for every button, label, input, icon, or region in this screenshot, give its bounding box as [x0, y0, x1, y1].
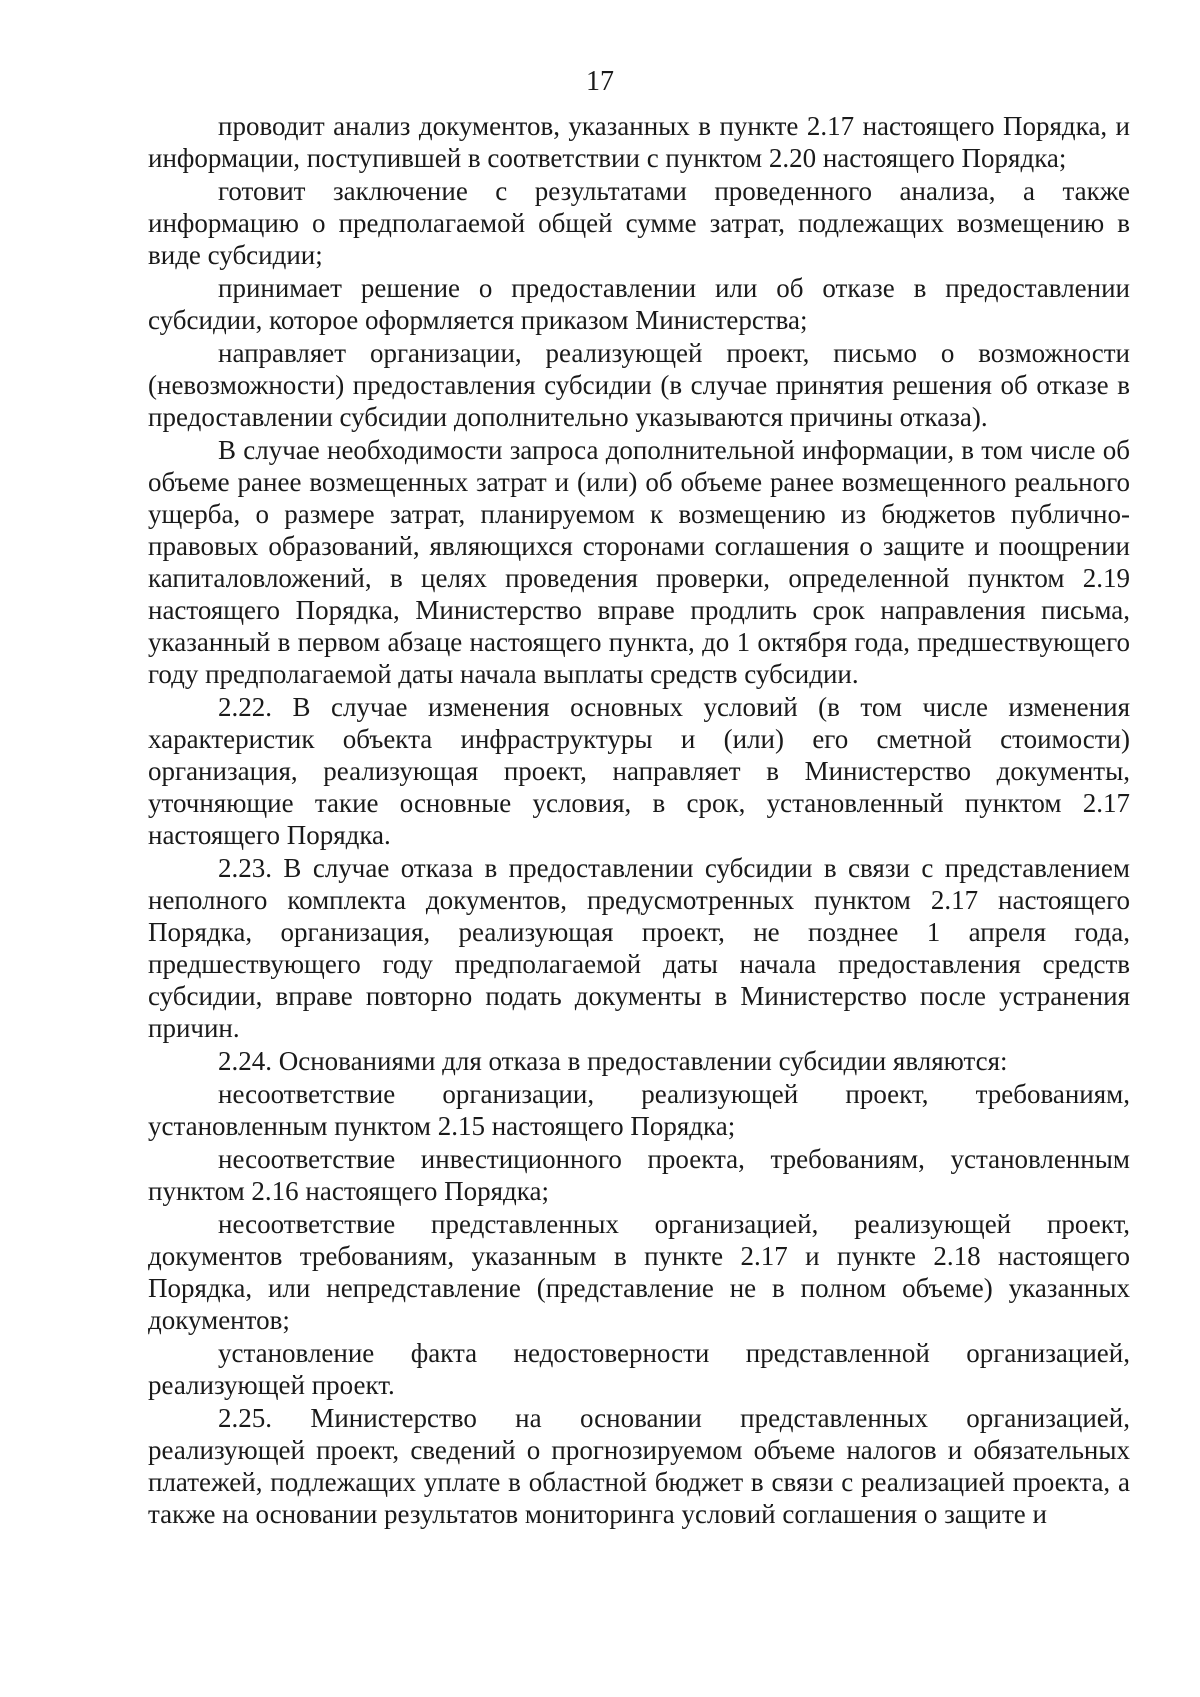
paragraph: несоответствие организации, реализующей проект, требованиям, установленным пунктом 2.15 настоящего Порядка;	[148, 1079, 1130, 1141]
paragraph: проводит анализ документов, указанных в пункте 2.17 настоящего Порядка, и информации, поступившей в соответствии с пунктом 2.20 настоящего Порядка;	[148, 111, 1130, 173]
paragraph: 2.23. В случае отказа в предоставлении субсидии в связи с представлением неполного комплекта документов, предусмотренных пунктом 2.17 настоящего Порядка, организация, реализующая проект, не позднее 1 апреля года, предшествующего году предполагаемой даты начала предоставления средств субсидии, вправе повторно подать документы в Министерство после устранения причин.	[148, 853, 1130, 1043]
paragraph: 2.25. Министерство на основании представленных организацией, реализующей проект, сведений о прогнозируемом объеме налогов и обязательных платежей, подлежащих уплате в областной бюджет в связи с реализацией проекта, а также на основании результатов мониторинга условий соглашения о защите и	[148, 1403, 1130, 1529]
page-number: 17	[586, 66, 614, 97]
paragraph: 2.22. В случае изменения основных условий (в том числе изменения характеристик объекта инфраструктуры и (или) его сметной стоимости) организация, реализующая проект, направляет в Министерство документы, уточняющие такие основные условия, в срок, установленный пунктом 2.17 настоящего Порядка.	[148, 692, 1130, 850]
paragraph: направляет организации, реализующей проект, письмо о возможности (невозможности) предоставления субсидии (в случае принятия решения об отказе в предоставлении субсидии дополнительно указываются причины отказа).	[148, 338, 1130, 432]
paragraph: В случае необходимости запроса дополнительной информации, в том числе об объеме ранее возмещенных затрат и (или) об объеме ранее возмещенного реального ущерба, о размере затрат, планируемом к возмещению из бюджетов публично-правовых образований, являющихся сторонами соглашения о защите и поощрении капиталовложений, в целях проведения проверки, определенной пунктом 2.19 настоящего Порядка, Министерство вправе продлить срок направления письма, указанный в первом абзаце настоящего пункта, до 1 октября года, предшествующего году предполагаемой даты начала выплаты средств субсидии.	[148, 435, 1130, 689]
paragraph: установление факта недостоверности представленной организацией, реализующей проект.	[148, 1338, 1130, 1400]
paragraph: принимает решение о предоставлении или об отказе в предоставлении субсидии, которое оформляется приказом Министерства;	[148, 273, 1130, 335]
paragraph: 2.24. Основаниями для отказа в предоставлении субсидии являются:	[218, 1046, 1008, 1076]
paragraph: несоответствие инвестиционного проекта, требованиям, установленным пунктом 2.16 настоящего Порядка;	[148, 1144, 1130, 1206]
document-body	[148, 110, 1130, 1530]
paragraph: несоответствие представленных организацией, реализующей проект, документов требованиям, указанным в пункте 2.17 и пункте 2.18 настоящего Порядка, или непредставление (представление не в полном объеме) указанных документов;	[148, 1209, 1130, 1335]
paragraph: готовит заключение с результатами проведенного анализа, а также информацию о предполагаемой общей сумме затрат, подлежащих возмещению в виде субсидии;	[148, 176, 1130, 270]
